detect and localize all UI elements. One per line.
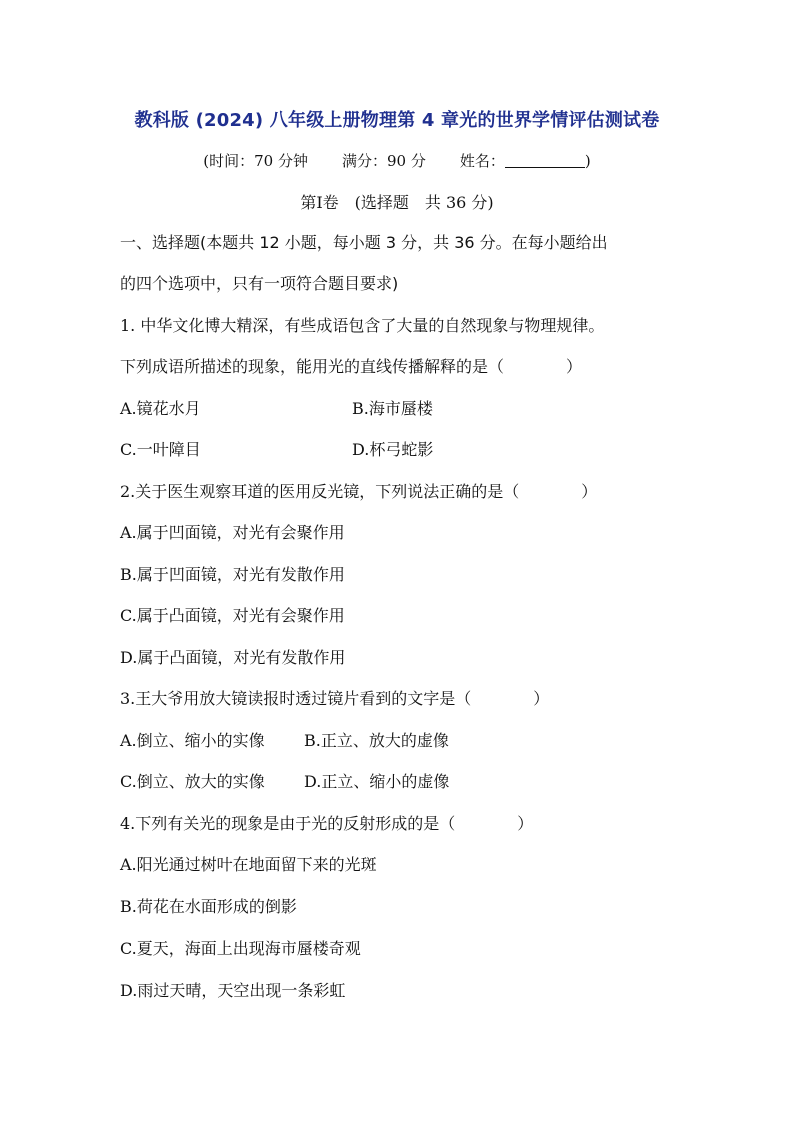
name-label: 姓名：: [459, 152, 505, 170]
meta-close-paren: ): [584, 152, 591, 170]
question-4-option-a: A.阳光通过树叶在地面留下来的光斑: [120, 855, 377, 874]
instructions-line-1: 一、选择题(本题共 12 小题，每小题 3 分，共 36 分。在每小题给出: [120, 233, 608, 252]
question-4-option-b: B.荷花在水面形成的倒影: [120, 897, 297, 916]
question-1-option-b: B.海市蜃楼: [352, 399, 433, 418]
question-1-option-d: D.杯弓蛇影: [352, 440, 434, 459]
question-4-option-d: D.雨过天晴，天空出现一条彩虹: [120, 981, 346, 1000]
question-1-stem-line-2: 下列成语所描述的现象，能用光的直线传播解释的是（ ）: [120, 357, 583, 376]
question-3-option-a: A.倒立、缩小的实像: [120, 731, 265, 750]
exam-meta: [0, 150, 794, 171]
section-title: 第Ⅰ卷 (选择题 共 36 分): [300, 193, 494, 212]
page-title: 教科版 (2024) 八年级上册物理第 4 章光的世界学情评估测试卷: [134, 110, 660, 131]
question-2-stem: 2.关于医生观察耳道的医用反光镜，下列说法正确的是（ ）: [120, 482, 598, 501]
question-3-option-c: C.倒立、放大的实像: [120, 772, 265, 791]
question-3-option-d: D.正立、缩小的虚像: [304, 772, 450, 791]
instructions-line-2: 的四个选项中，只有一项符合题目要求): [120, 274, 399, 293]
question-4-stem: 4.下列有关光的现象是由于光的反射形成的是（ ）: [120, 814, 534, 833]
question-1-option-c: C.一叶障目: [120, 440, 201, 459]
question-4-option-c: C.夏天，海面上出现海市蜃楼奇观: [120, 939, 361, 958]
time-limit: (时间：70 分钟: [203, 152, 308, 170]
question-2-option-a: A.属于凹面镜，对光有会聚作用: [120, 523, 345, 542]
question-1-option-a: A.镜花水月: [120, 399, 201, 418]
question-1-stem-line-1: 1. 中华文化博大精深，有些成语包含了大量的自然现象与物理规律。: [120, 316, 605, 335]
question-2-option-b: B.属于凹面镜，对光有发散作用: [120, 565, 345, 584]
question-3-stem: 3.王大爷用放大镜读报时透过镜片看到的文字是（ ）: [120, 689, 550, 708]
question-2-option-c: C.属于凸面镜，对光有会聚作用: [120, 606, 345, 625]
question-3-option-b: B.正立、放大的虚像: [304, 731, 449, 750]
question-2-option-d: D.属于凸面镜，对光有发散作用: [120, 648, 346, 667]
name-blank: [505, 153, 585, 168]
full-score: 满分：90 分: [341, 152, 426, 170]
